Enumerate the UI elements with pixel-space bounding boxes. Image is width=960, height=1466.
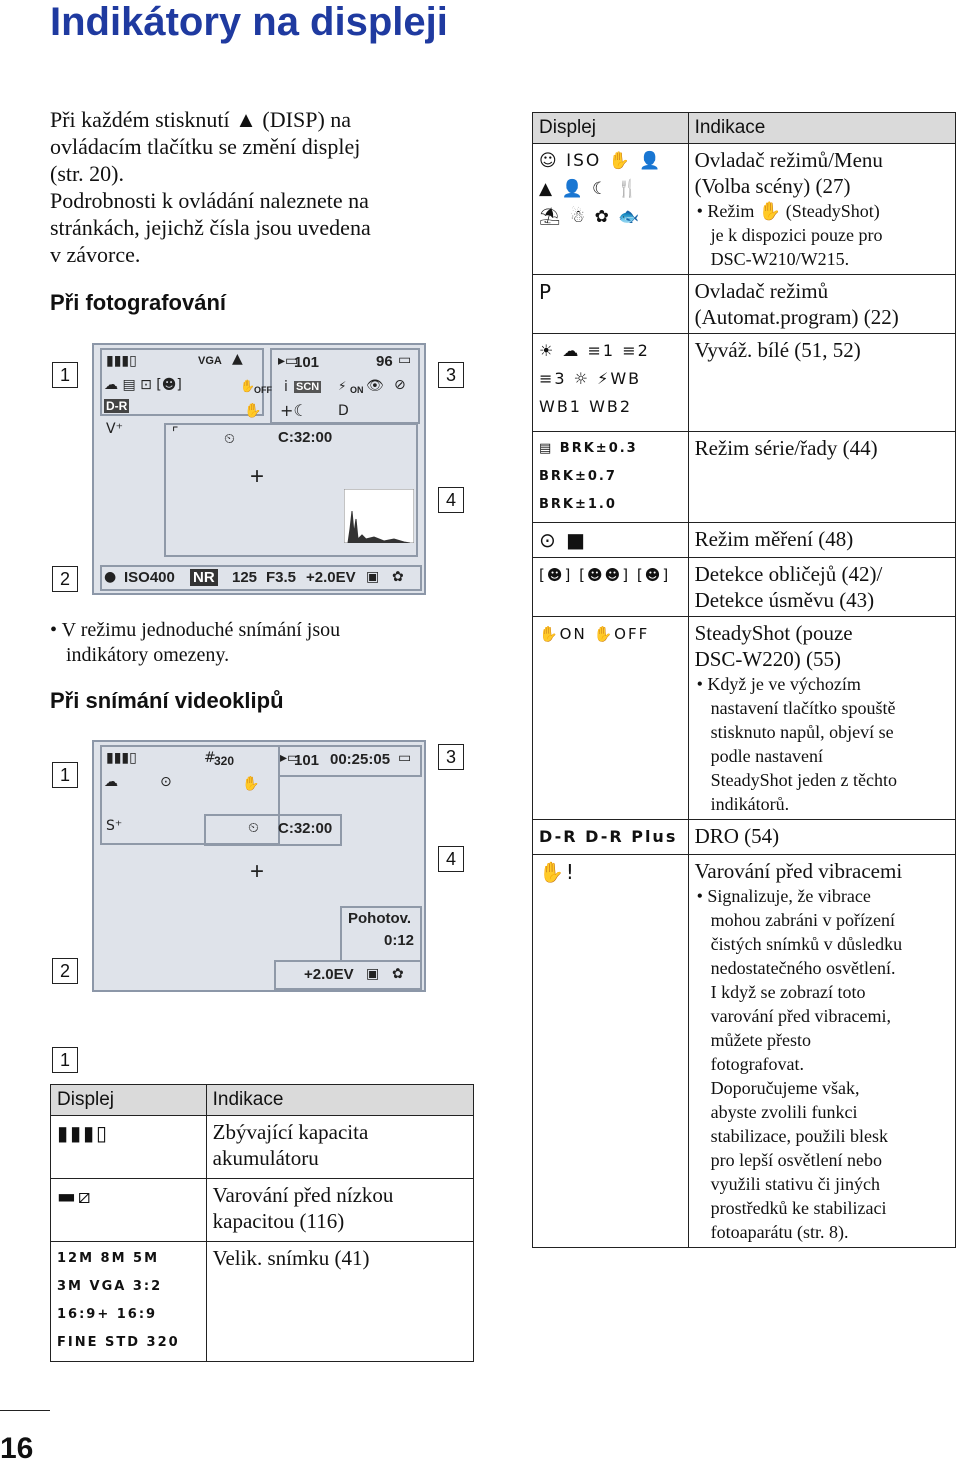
table-row <box>533 820 956 855</box>
row-subtext: I když se zobrazí toto <box>710 982 866 1002</box>
program-icon: P <box>539 280 554 304</box>
table-row <box>533 855 956 1248</box>
battery-icon: ▮▮▮▯ <box>57 1121 110 1145</box>
redeye-icon: 👁 <box>366 378 384 394</box>
wide-zoom-icon: D <box>338 403 349 419</box>
row-text: Detekce úsměvu (43) <box>694 588 875 612</box>
status-standby: Pohotov. <box>348 910 412 927</box>
icon-line: FINE STD 320 <box>57 1335 180 1350</box>
steadyshot-icons: ✋ON ✋OFF <box>539 625 650 643</box>
flash-icon: ⚡ <box>338 379 347 393</box>
row-subtext: nastavení tlačítko spouště <box>710 698 896 718</box>
callout-2: 2 <box>52 566 78 592</box>
metering-spot-icon: ⊙ <box>160 774 172 790</box>
table-row <box>533 523 956 558</box>
note-line: indikátory omezeny. <box>66 644 230 666</box>
memory-icon: ▭ <box>398 750 412 766</box>
row-text: Režim měření (48) <box>694 527 854 551</box>
row-text: SteadyShot (pouze <box>694 621 853 645</box>
row-subtext: fotografovat. <box>710 1054 805 1074</box>
self-timer-icon: ⏲ <box>248 820 259 836</box>
battery-warning-icon: ▬⧄ <box>57 1184 93 1208</box>
icon-line: 12M 8M 5M <box>57 1251 160 1266</box>
image-size-icons <box>57 1245 200 1357</box>
intro-line: ovládacím tlačítku se změní displej <box>50 134 361 159</box>
indicator-table-left <box>50 1084 474 1362</box>
table-header <box>51 1085 474 1116</box>
table-row <box>533 558 956 617</box>
row-subtext: stabilizace, použili blesk <box>710 1126 889 1146</box>
macro-icon: +☾ <box>280 401 308 420</box>
nr-badge: NR <box>190 569 218 586</box>
table-row <box>51 1242 474 1362</box>
row-subtext: nedostatečného osvětlení. <box>710 958 896 978</box>
row-subtext: • Signalizuje, že vibrace <box>696 886 871 906</box>
row-subtext: indikátorů. <box>710 794 790 814</box>
row-subtext: fotoaparátu (str. 8). <box>710 1222 849 1242</box>
indicator-table-right <box>532 112 956 1248</box>
metering-icon: ▣ <box>366 569 380 585</box>
header-indikace: Indikace <box>206 1085 473 1116</box>
battery-icon: ▮▮▮▯ <box>106 353 137 369</box>
steadyshot-off-icon: ✋ <box>240 379 255 393</box>
callout-3: 3 <box>438 362 464 388</box>
af-crosshair: + <box>250 463 265 490</box>
table-row <box>533 432 956 523</box>
self-timer-icon: ⏲ <box>224 431 235 447</box>
callout-3: 3 <box>438 744 464 770</box>
flash-off-icon: ⊘ <box>394 377 406 393</box>
row-subtext: abyste zvolili funkci <box>710 1102 858 1122</box>
color-mode-icon: V⁺ <box>106 421 123 437</box>
row-text: Ovladač režimů <box>694 279 829 303</box>
memory-icon: ▭ <box>398 352 412 368</box>
aperture: F3.5 <box>266 569 297 586</box>
iscn-label: SCN <box>296 381 320 393</box>
row-text: (Automat.program) (22) <box>694 305 899 329</box>
intro-line: stránkách, jejichž čísla jsou uvedena <box>50 215 371 240</box>
row-subtext: prostředků ke stabilizaci <box>710 1198 887 1218</box>
callout-4: 4 <box>438 846 464 872</box>
row-subtext: stisknuto napůl, objeví se <box>710 722 894 742</box>
icon-line: ▲ 👤 ☾ 🍴 <box>539 179 640 199</box>
folder-label: 101 <box>294 354 320 371</box>
row-text: (Volba scény) (27) <box>694 174 851 198</box>
histogram <box>344 489 414 543</box>
row-text: kapacitou (116) <box>212 1209 345 1233</box>
table-row <box>533 275 956 334</box>
row-subtext: můžete přesto <box>710 1030 812 1050</box>
video-heading: Při snímání videoklipů <box>50 688 284 713</box>
icon-line: ⛱ ☃ ✿ 🐟 <box>539 207 642 227</box>
row-subtext: je k dispozici pouze pro <box>710 225 883 245</box>
self-timer-label: C:32:00 <box>278 429 333 446</box>
icon-line: WB1 WB2 <box>539 397 633 416</box>
page-rule <box>0 1410 50 1411</box>
row-subtext: Doporučujeme však, <box>710 1078 860 1098</box>
movie-size-icon: # <box>204 750 216 766</box>
row-text: Detekce obličejů (42)/ <box>694 562 883 586</box>
af-frame-corner: ⌜ <box>172 425 179 441</box>
row-subtext: • Když je ve výchozím <box>696 674 861 694</box>
table-row <box>533 334 956 432</box>
dro-icons: D-R D-R Plus <box>539 827 678 846</box>
af-crosshair: + <box>250 858 265 885</box>
intro-line: v závorce. <box>50 242 141 267</box>
landscape-icon: ▲ <box>232 351 243 367</box>
icon-line: ▤ BRK±0.3 BRK±0.7 <box>539 441 638 484</box>
page-title: Indikátory na displeji <box>50 0 448 44</box>
steadyshot-off-icon: ✋ <box>242 776 260 792</box>
face-detection-icons: [☻] [☻☻] [☻] <box>539 566 671 584</box>
intro-line: Podrobnosti k ovládání naleznete na <box>50 188 369 213</box>
row-text: Režim série/řady (44) <box>694 436 878 460</box>
icon-line: BRK±1.0 <box>539 497 617 512</box>
vibration-icon: ✋ <box>244 403 262 419</box>
intro-line: Při každém stisknutí ▲ (DISP) na <box>50 107 352 132</box>
white-balance-icons <box>539 337 682 421</box>
video-lcd-screen <box>92 740 426 992</box>
folder-icon: ▸▭ <box>278 353 299 369</box>
row-text: Varování před vibracemi <box>694 859 903 883</box>
scene-mode-icons <box>539 147 682 231</box>
recording-time: 00:25:05 <box>330 751 391 768</box>
icon-line: 3M VGA 3:2 <box>57 1279 163 1294</box>
image-size-label: VGA <box>198 355 222 367</box>
section-label-1: 1 <box>52 1047 78 1073</box>
row-text: Vyváž. bílé (51, 52) <box>694 338 861 362</box>
table-row <box>533 617 956 820</box>
header-displej: Displej <box>51 1085 207 1116</box>
icon-line: ≡3 ☼ ⚡WB <box>539 369 642 388</box>
page-number: 16 <box>0 1432 34 1465</box>
vibration-warning-icon: ✋! <box>539 860 576 884</box>
remaining-shots: 96 <box>376 353 393 370</box>
row-subtext: SteadyShot jeden z těchto <box>710 770 898 790</box>
row-text: DSC-W220) (55) <box>694 647 841 671</box>
note-line: • V režimu jednoduché snímání jsou <box>50 619 341 641</box>
callout-1: 1 <box>52 762 78 788</box>
photo-heading: Při fotografování <box>50 290 227 315</box>
on-label: ON <box>350 385 364 395</box>
row-text: DRO (54) <box>694 824 780 848</box>
battery-icon: ▮▮▮▯ <box>106 750 137 766</box>
header-displej: Displej <box>533 113 689 144</box>
dro-label: D-R <box>106 399 128 413</box>
icon-line: ☺ ISO ✋ 👤 <box>539 151 663 171</box>
row-text: Zbývající kapacita <box>212 1120 369 1144</box>
table-header <box>533 113 956 144</box>
callout-1: 1 <box>52 362 78 388</box>
intro-line: (str. 20). <box>50 161 124 186</box>
table-row <box>533 144 956 275</box>
folder-icon: ▸▭ <box>280 750 301 766</box>
icon-row-1: ☁ ▤ ⊡ [☻] <box>104 377 182 393</box>
photo-lcd-screen <box>92 343 426 595</box>
metering-icons: ⊙ ■ <box>539 528 588 552</box>
iso-value: ISO400 <box>124 569 175 586</box>
icon-line: ☀ ☁ ≡1 ≡2 <box>539 341 650 360</box>
row-subtext: čistých snímků v důsledku <box>710 934 903 954</box>
iscn-icon: i <box>284 379 288 395</box>
color-mode-icon: S⁺ <box>106 818 123 834</box>
row-subtext: DSC-W210/W215. <box>710 249 850 269</box>
exposure-value: +2.0EV <box>306 569 356 586</box>
shutter-speed: 125 <box>232 569 258 586</box>
header-indikace: Indikace <box>688 113 955 144</box>
macro-tulip-icon: ✿ <box>392 569 404 585</box>
callout-4: 4 <box>438 487 464 513</box>
row-subtext: využili stativu či jiných <box>710 1174 881 1194</box>
metering-icon: ▣ <box>366 966 380 982</box>
scene-icon: ☁ <box>104 774 118 790</box>
row-subtext: varování před vibracemi, <box>710 1006 891 1026</box>
row-text: Velik. snímku (41) <box>212 1246 370 1270</box>
row-text: Ovladač režimů/Menu <box>694 148 883 172</box>
table-row <box>51 1116 474 1179</box>
macro-tulip-icon: ✿ <box>392 966 404 982</box>
record-icon: ● <box>104 569 117 585</box>
row-subtext: podle nastavení <box>710 746 824 766</box>
icon-line: 16:9+ 16:9 <box>57 1307 158 1322</box>
row-subtext: • Režim ✋ (SteadyShot) <box>696 201 880 221</box>
steadyshot-off-label: OFF <box>254 385 272 395</box>
movie-size-label: 320 <box>214 754 235 768</box>
table-row <box>51 1179 474 1242</box>
elapsed-time: 0:12 <box>384 932 415 949</box>
exposure-value: +2.0EV <box>304 966 354 983</box>
folder-label: 101 <box>294 752 320 769</box>
self-timer-label: C:32:00 <box>278 820 333 837</box>
burst-bracket-icons <box>539 435 682 519</box>
intro-paragraph <box>50 106 470 268</box>
row-text: Varování před nízkou <box>212 1183 394 1207</box>
callout-2: 2 <box>52 958 78 984</box>
simple-mode-note <box>50 618 340 668</box>
row-text: akumulátoru <box>212 1146 319 1170</box>
row-subtext: pro lepší osvětlení nebo <box>710 1150 883 1170</box>
row-subtext: mohou zabráni v pořízení <box>710 910 896 930</box>
